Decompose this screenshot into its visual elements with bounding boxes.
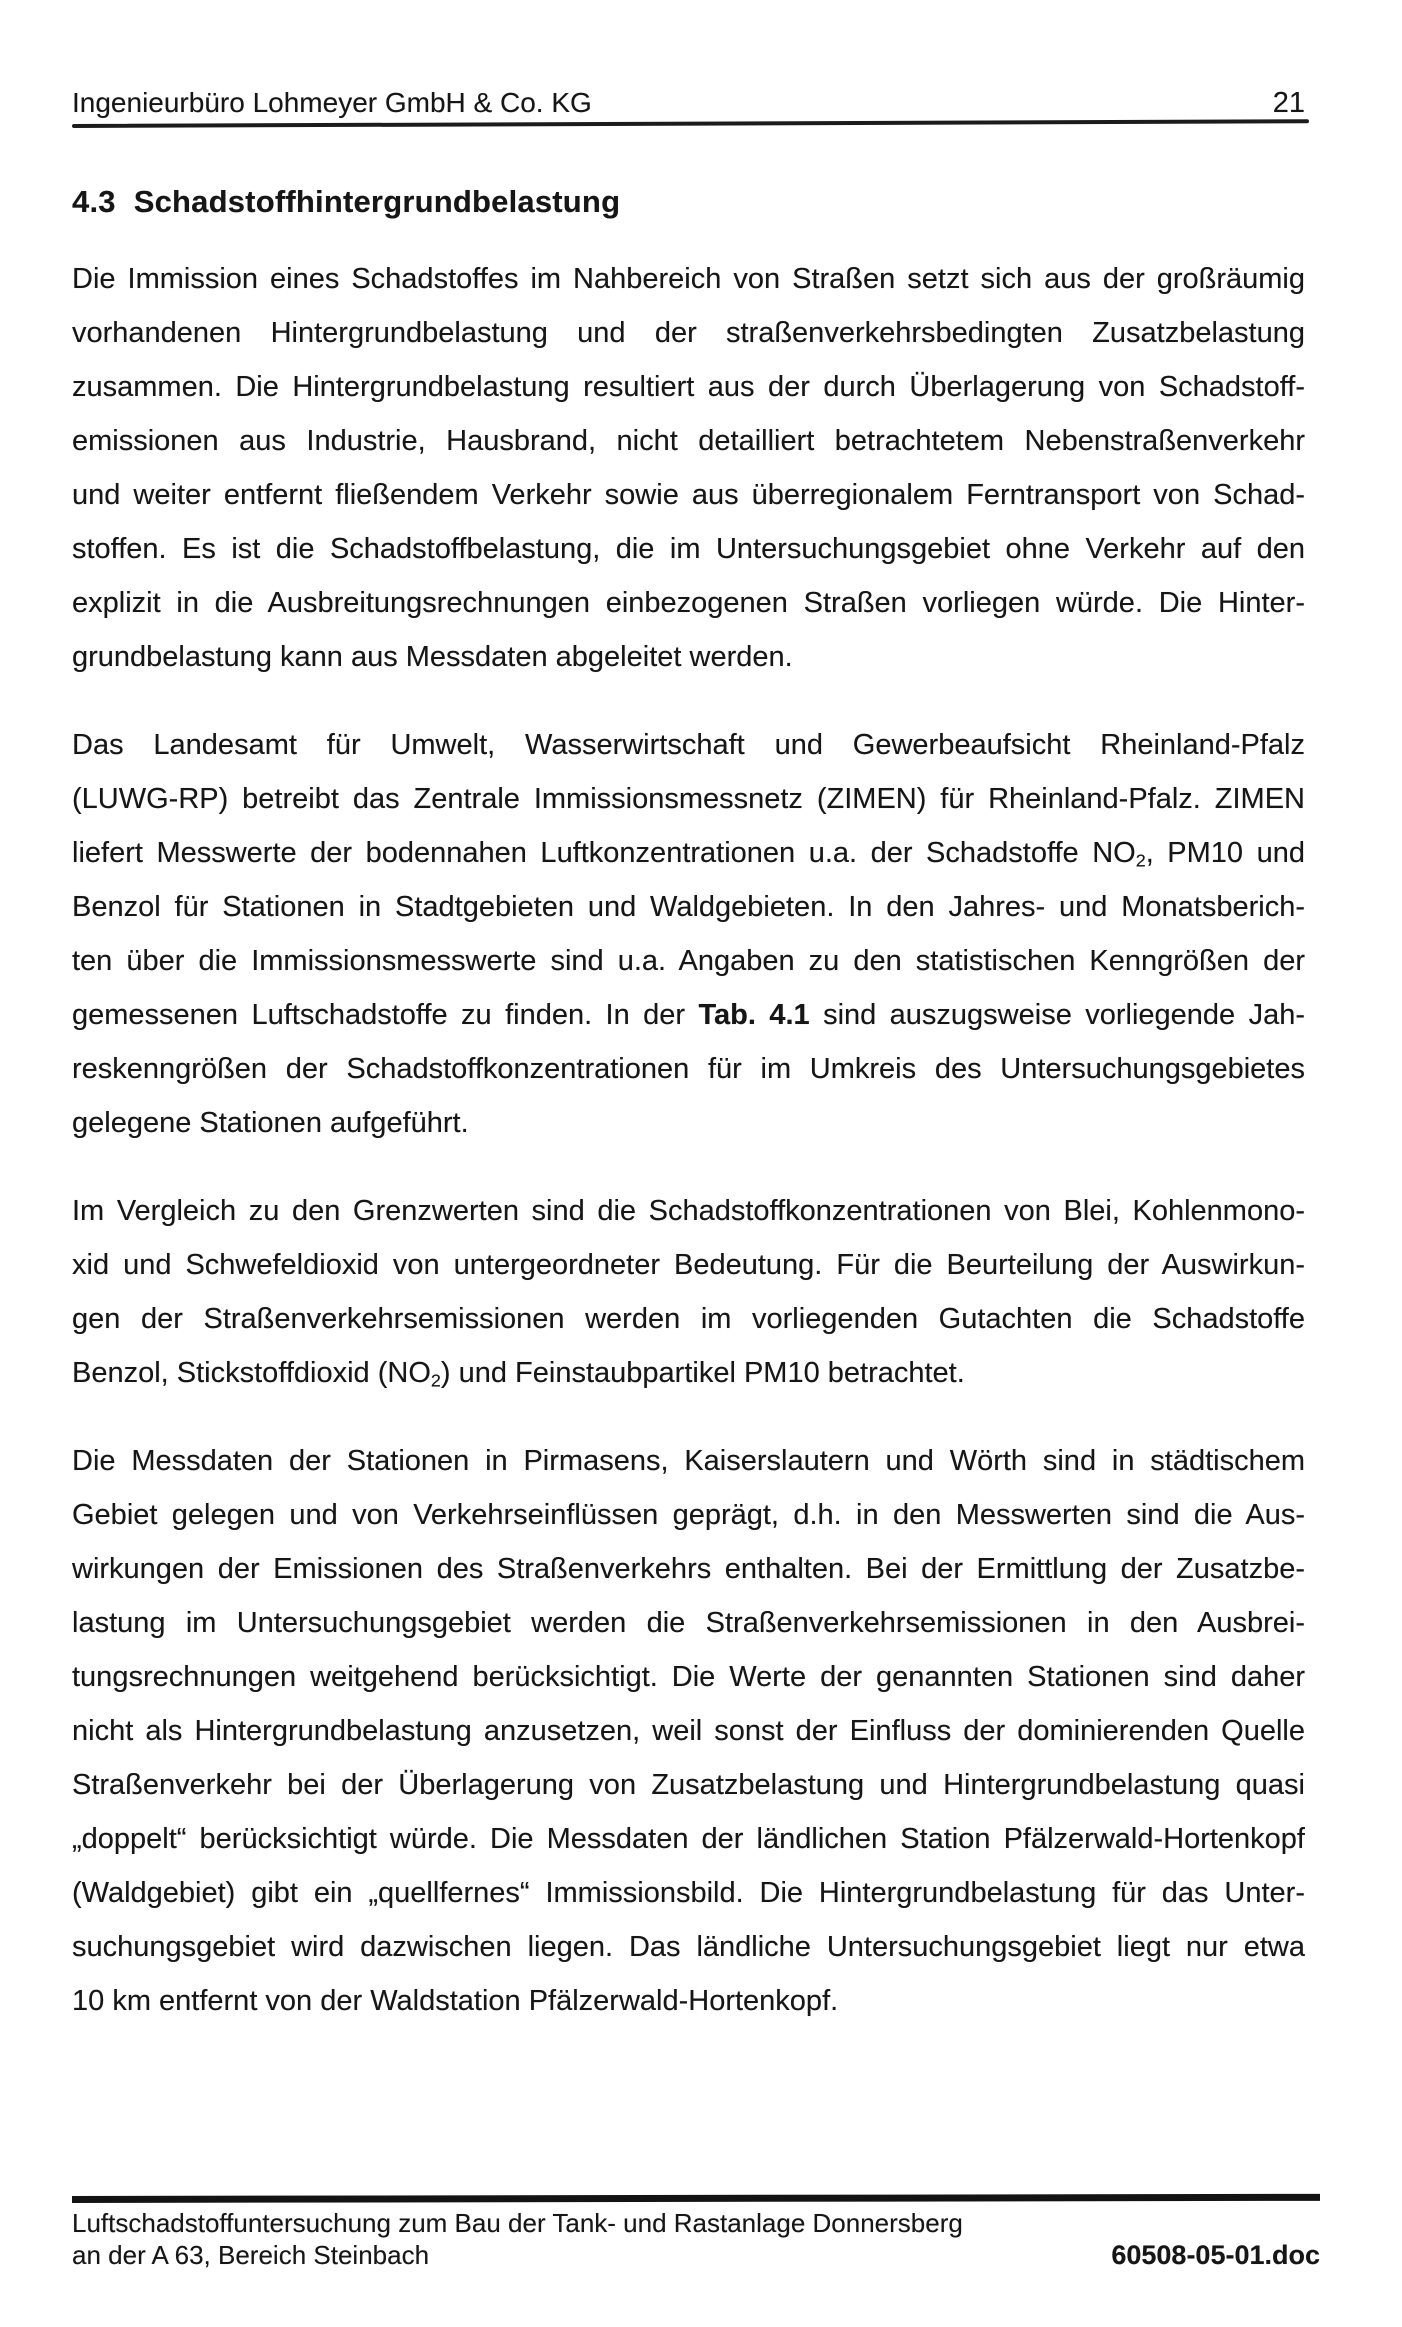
text-line: Gebiet gelegen und von Verkehrseinflüssen geprägt, d.h. in den Messwerten sind die Aus- [72, 1499, 1305, 1531]
paragraph-3 [72, 1184, 1305, 1400]
text-line: lastung im Untersuchungsgebiet werden die Straßenverkehrsemissionen in den Ausbrei- [72, 1607, 1305, 1639]
footer-report-title [72, 2207, 963, 2271]
text-line: ten über die Immissionsmesswerte sind u.a. Angaben zu den statistischen Kenngrößen der [72, 945, 1305, 977]
text-line: 10 km entfernt von der Waldstation Pfälzerwald-Hortenkopf. [72, 1985, 839, 2017]
document-body [72, 252, 1305, 2062]
footer-line-1: Luftschadstoffuntersuchung zum Bau der Tank- und Rastanlage Donnersberg [72, 2208, 963, 2238]
text-line: Das Landesamt für Umwelt, Wasserwirtschaft und Gewerbeaufsicht Rheinland-Pfalz [72, 729, 1305, 761]
text-line: grundbelastung kann aus Messdaten abgeleitet werden. [72, 641, 793, 673]
paragraph-4 [72, 1434, 1305, 2028]
page-header [72, 86, 1305, 120]
text-line: xid und Schwefeldioxid von untergeordneter Bedeutung. Für die Beurteilung der Auswirkun- [72, 1249, 1305, 1281]
section-heading [72, 183, 620, 221]
text-line: nicht als Hintergrundbelastung anzusetzen, weil sonst der Einfluss der dominierenden Quelle [72, 1715, 1305, 1747]
text-line: (Waldgebiet) gibt ein „quellfernes“ Immissionsbild. Die Hintergrundbelastung für das Unter- [72, 1877, 1305, 1909]
footer-rule [72, 2194, 1320, 2203]
text-line: stoffen. Es ist die Schadstoffbelastung, die im Untersuchungsgebiet ohne Verkehr auf den [72, 533, 1305, 565]
paragraph-1 [72, 252, 1305, 684]
text-line: „doppelt“ berücksichtigt würde. Die Messdaten der ländlichen Station Pfälzerwald-Hortenkopf [72, 1823, 1305, 1855]
text-line: Straßenverkehr bei der Überlagerung von Zusatzbelastung und Hintergrundbelastung quasi [72, 1769, 1305, 1801]
text-line: gen der Straßenverkehrsemissionen werden im vorliegenden Gutachten die Schadstoffe [72, 1303, 1305, 1335]
text-line: explizit in die Ausbreitungsrechnungen einbezogenen Straßen vorliegen würde. Die Hinter- [72, 587, 1305, 619]
text-line: tungsrechnungen weitgehend berücksichtigt. Die Werte der genannten Stationen sind daher [72, 1661, 1305, 1693]
footer-line-2: an der A 63, Bereich Steinbach [72, 2240, 430, 2270]
text-line: gelegene Stationen aufgeführt. [72, 1107, 469, 1139]
text-line: reskenngrößen der Schadstoffkonzentrationen für im Umkreis des Untersuchungsgebietes [72, 1053, 1305, 1085]
text-line: Im Vergleich zu den Grenzwerten sind die Schadstoffkonzentrationen von Blei, Kohlenmono- [72, 1195, 1305, 1227]
text-line: (LUWG-RP) betreibt das Zentrale Immissionsmessnetz (ZIMEN) für Rheinland-Pfalz. ZIMEN [72, 783, 1305, 815]
text-line: Die Messdaten der Stationen in Pirmasens, Kaiserslautern und Wörth sind in städtischem [72, 1445, 1305, 1477]
header-company-name: Ingenieurbüro Lohmeyer GmbH & Co. KG [72, 87, 592, 118]
paragraph-2 [72, 718, 1305, 1150]
text-line: Benzol für Stationen in Stadtgebieten und Waldgebieten. In den Jahres- und Monatsberich- [72, 891, 1305, 923]
text-line: gemessenen Luftschadstoffe zu finden. In der Tab. 4.1 sind auszugsweise vorliegende Jah- [72, 999, 1305, 1031]
text-line: liefert Messwerte der bodennahen Luftkonzentrationen u.a. der Schadstoffe $NO_2$, PM10 und [72, 837, 1305, 871]
section-title: Schadstoffhintergrundbelastung [133, 184, 621, 219]
text-line: Benzol, Stickstoffdioxid $(NO_2)$ und Feinstaubpartikel PM10 betrachtet. [72, 1357, 965, 1391]
section-number: 4.3 [72, 184, 116, 219]
text-line: und weiter entfernt fließendem Verkehr sowie aus überregionalem Ferntransport von Schad- [72, 479, 1305, 511]
footer-doc-reference: 60508-05-01.doc [1111, 2240, 1320, 2270]
page-footer [72, 2207, 1320, 2271]
header-rule [72, 119, 1309, 128]
text-line: zusammen. Die Hintergrundbelastung resultiert aus der durch Überlagerung von Schadstoff- [72, 371, 1305, 403]
page-number: 21 [1272, 87, 1305, 119]
text-line: wirkungen der Emissionen des Straßenverkehrs enthalten. Bei der Ermittlung der Zusatzbe- [72, 1553, 1305, 1585]
text-line: Die Immission eines Schadstoffes im Nahbereich von Straßen setzt sich aus der großräumig [72, 263, 1305, 295]
text-line: suchungsgebiet wird dazwischen liegen. Das ländliche Untersuchungsgebiet liegt nur etwa [72, 1931, 1305, 1963]
text-line: vorhandenen Hintergrundbelastung und der straßenverkehrsbedingten Zusatzbelastung [72, 317, 1305, 349]
text-line: emissionen aus Industrie, Hausbrand, nicht detailliert betrachtetem Nebenstraßenverkehr [72, 425, 1305, 457]
